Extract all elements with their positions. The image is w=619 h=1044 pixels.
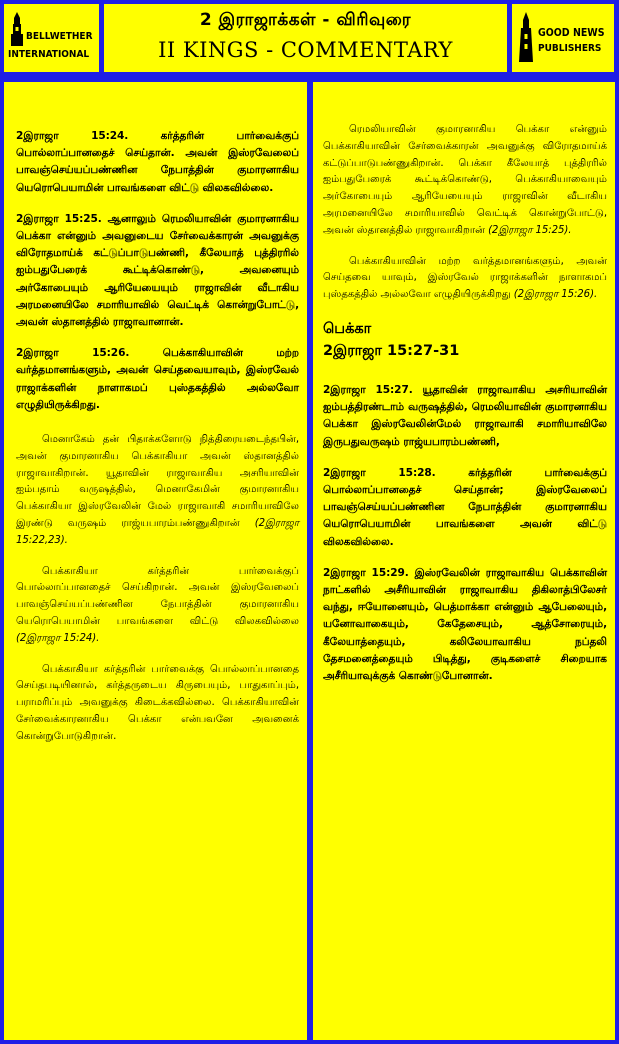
verse-text: 2இராஜா 15:25. ஆனாலும் ரெமலியாவின் குமாரனாகிய பெக்கா என்னும் அவனுடைய சேர்வைக்காரன் அவனுக்கு விரோதமாய்க் கட்டுப்பாடுபண்ணி, கீலேயாத் புத்திரரில் ஐம்பதுபேரைக் கூட்டிக்கொண்டு, அவனையும் அர்கோபையும் ஆரியேயையும் ராஜாவின் வீடாகிய அரமனையிலே சமாரியாவில் வெட்டிக் கொன்றுபோட்டு, அவன் ஸ்தானத்தில் ராஜாவானான்.	[16, 212, 299, 329]
commentary-paragraph	[323, 122, 607, 240]
scripture-reference: (2இராஜா 15:24).	[16, 632, 100, 644]
commentary-text: பெக்காகியாவின் மற்ற வர்த்தமானங்களும், அவன் செய்தவை யாவும், இஸ்ரவேல் ராஜாக்களின் நாளாகமப் புஸ்தகத்தில் அல்லவோ எழுதியிருக்கிறது	[323, 255, 607, 301]
section-title: பெக்கா	[323, 320, 372, 337]
logo-line1: GOOD NEWS	[538, 27, 605, 39]
page-title-english: II KINGS - COMMENTARY	[158, 38, 453, 62]
commentary-paragraph	[16, 662, 299, 746]
commentary-paragraph	[323, 254, 607, 304]
verse-text: 2இராஜா 15:29. இஸ்ரவேலின் ராஜாவாகிய பெக்காவின் நாட்களில் அசீரியாவின் ராஜாவாகிய திகிலாத்பிலேசர் வந்து, ஈயோனையும், பெத்மாக்கா என்னும் ஆபேலையும், யனோவாகையும், கேதேசையும், ஆத்சோரையும், கீலேயாத்தையும், கலிலேயாவாகிய நப்தலி தேசமனைத்தையும் பிடித்து, குடிகளைச் சிறையாக அசீரியாவுக்குக் கொண்டுபோனான்.	[323, 566, 607, 683]
bellwether-logo	[4, 4, 99, 72]
content-frame	[0, 78, 619, 1044]
page-header	[0, 0, 619, 78]
tower-icon	[516, 12, 536, 62]
left-column	[4, 82, 307, 1040]
section-reference: 2இராஜா 15:27-31	[323, 342, 460, 359]
commentary-text: மெனாகேம் தன் பிதாக்களோடு நித்திரையடைந்தபின், அவன் குமாரனாகிய பெக்காகியா அவன் ஸ்தானத்தில் ராஜாவாகிறான். யூதாவின் ராஜாவாகிய அசரியாவின் ஐம்பதாம் வருஷத்தில், மெனாகேமின் குமாரனாகிய பெக்காகியா இஸ்ரவேலின் மேல் ராஜாவாகி சமாரியாவிலே இரண்டு வருஷம் ராஜ்யபாரம்பண்ணுகிறான்	[16, 434, 299, 530]
right-column	[313, 82, 615, 1040]
commentary-text: ரெமலியாவின் குமாரனாகிய பெக்கா என்னும் பெக்காகியாவின் சேர்வைக்காரன் அவனுக்கு விரோதமாய்க் கட்டுப்பாடுபண்ணுகிறான். பெக்கா கீலேயாத் புத்திரரில் ஐம்பதுபேரைக் கூட்டிக்கொண்டு, பெக்காகியாவையும் அர்கோபையும் ஆரியேயையும் ராஜாவின் வீடாகிய அரமனையிலே சமாரியாவில் வெட்டிக் கொன்றுபோட்டு, அவன் ஸ்தானத்தில் ராஜாவாகிறான்	[323, 124, 607, 236]
good-news-logo	[512, 4, 614, 72]
logo-line2: INTERNATIONAL	[8, 49, 90, 60]
commentary-text: பெக்காகியா கர்த்தரின் பார்வைக்கு பொல்லாப்பானதை செய்தபடியினால், கர்த்தருடைய கிருபையும், பாதுகாப்பும், பராமரிப்பும் அவனுக்கு கிடைக்கவில்லை. பெக்காகியாவின் சேர்வைக்காரனாகிய பெக்கா என்பவனே அவனைக் கொன்றுபோடுகிறான்.	[16, 663, 299, 742]
logo-line1: BELLWETHER	[26, 31, 93, 42]
verse-text: 2இராஜா 15:26. பெக்காகியாவின் மற்ற வர்த்தமானங்களும், அவன் செய்தவையாவும், இஸ்ரவேல் ராஜாக்களின் நாளாகமப் புஸ்தகத்தில் அல்லவோ எழுதியிருக்கிறது.	[16, 347, 299, 411]
commentary-paragraph	[16, 564, 299, 648]
bell-tower-icon	[8, 12, 26, 46]
scripture-reference: (2இராஜா 15:26).	[513, 289, 598, 301]
logo-line2: PUBLISHERS	[538, 43, 602, 54]
commentary-paragraph	[16, 432, 299, 550]
commentary-text: பெக்காகியா கர்த்தரின் பார்வைக்குப் பொல்லாப்பானதைச் செய்கிறான். அவன் இஸ்ரவேலைப் பாவஞ்செய்யப்பண்ணின நேபாத்தின் குமாரனாகிய யெரொபெயாமின் பாவங்களை விட்டு விலகவில்லை	[16, 565, 299, 628]
scripture-reference: (2இராஜா 15:22,23).	[16, 518, 299, 546]
page-title-tamil: 2 இராஜாக்கள் - விரிவுரை	[199, 10, 412, 30]
scripture-reference: (2இராஜா 15:25).	[488, 224, 572, 236]
verse-text: 2இராஜா 15:27. யூதாவின் ராஜாவாகிய அசரியாவின் ஐம்பத்திரண்டாம் வருஷத்தில், ரெமலியாவின் குமாரனாகிய பெக்கா இஸ்ரவேலின்மேல் ராஜாவாகி சமாரியாவிலே இருபதுவருஷம் ராஜ்யபாரம்பண்ணி,	[323, 383, 607, 448]
title-block	[104, 4, 507, 72]
verse-text: 2இராஜா 15:24. கர்த்தரின் பார்வைக்குப் பொல்லாப்பானதைச் செய்தான். அவன் இஸ்ரவேலைப் பாவஞ்செய்யப்பண்ணின நேபாத்தின் குமாரனாகிய யெரொபெயாமின் பாவங்களை விட்டு விலகவில்லை.	[16, 130, 299, 194]
section-heading	[323, 318, 607, 362]
verse-text: 2இராஜா 15:28. கர்த்தரின் பார்வைக்குப் பொல்லாப்பானதைச் செய்தான்; இஸ்ரவேலைப் பாவஞ்செய்யப்பண்ணின நேபாத்தின் குமாரனாகிய யெரொபெயாமின் பாவங்களை அவன் விட்டு விலகவில்லை.	[323, 466, 607, 548]
